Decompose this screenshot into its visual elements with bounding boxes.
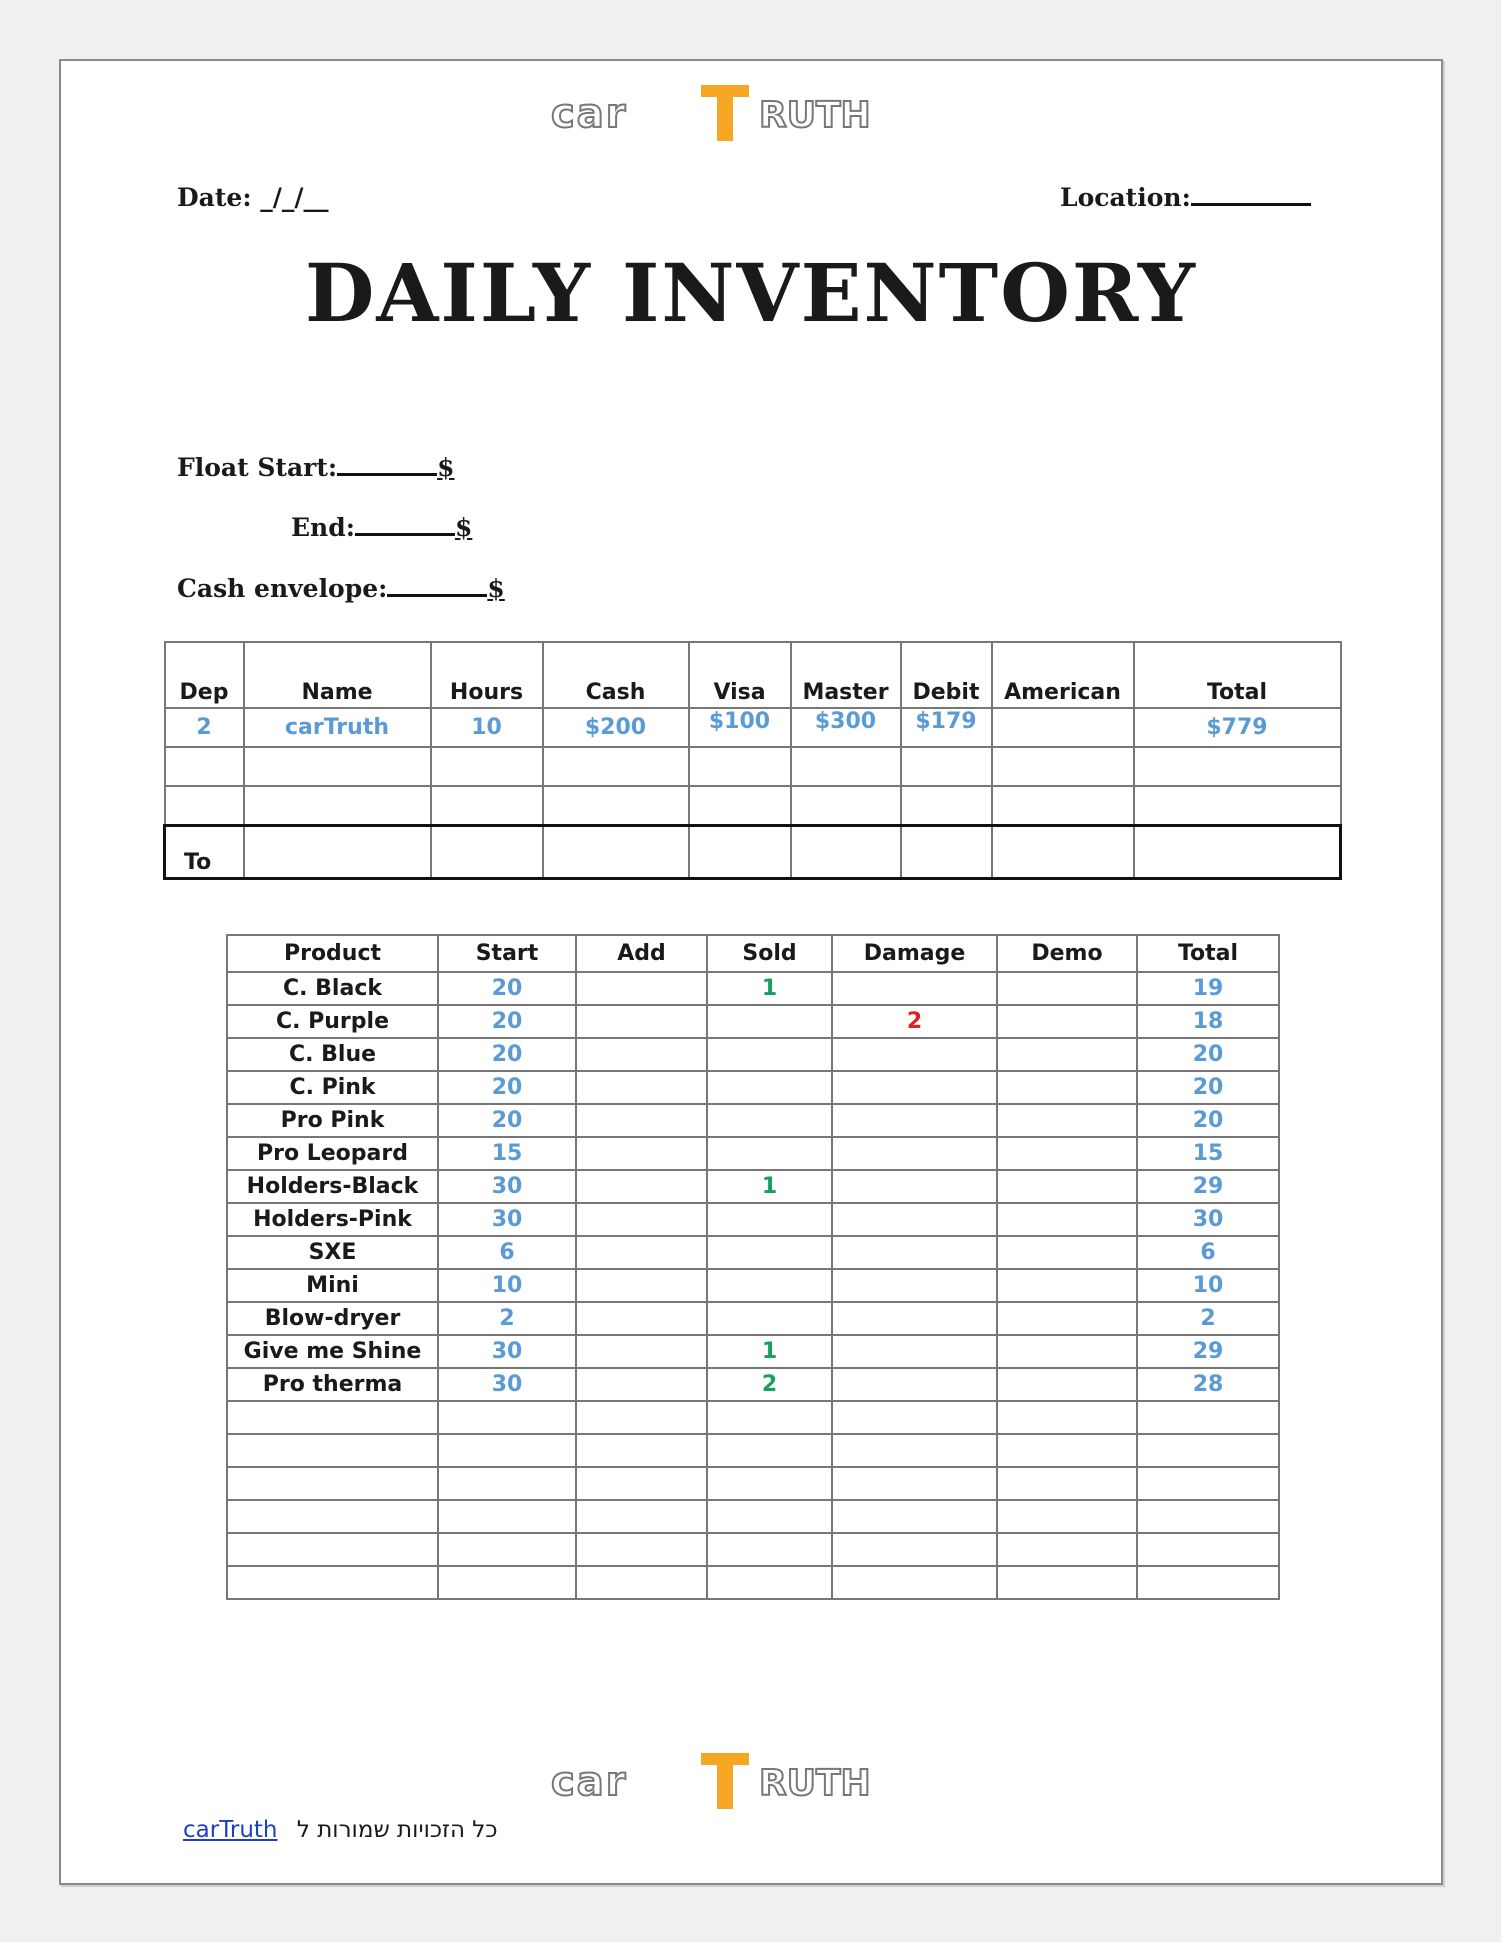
inventory-cell-total[interactable] — [1137, 1500, 1279, 1533]
inventory-cell-product[interactable]: C. Blue — [227, 1038, 438, 1071]
footer — [183, 1817, 498, 1843]
inventory-cell-demo[interactable] — [997, 1500, 1137, 1533]
inventory-cell-product[interactable] — [227, 1467, 438, 1500]
payment-cell[interactable] — [791, 747, 901, 786]
inventory-cell-total[interactable]: 18 — [1137, 1005, 1279, 1038]
inventory-cell-sold[interactable] — [707, 1500, 832, 1533]
col-hours: Hours — [431, 642, 543, 708]
inventory-cell-damage[interactable] — [832, 1071, 997, 1104]
payment-cell[interactable] — [543, 826, 689, 879]
rights-text: כל הזכויות שמורות ל — [296, 1817, 498, 1843]
inventory-row — [227, 1071, 1279, 1104]
payment-cell[interactable]: $200 — [543, 708, 689, 747]
inventory-cell-start[interactable]: 20 — [438, 1038, 576, 1071]
inventory-cell-sold[interactable] — [707, 1203, 832, 1236]
payment-cell[interactable] — [543, 786, 689, 826]
inventory-cell-damage[interactable] — [832, 1170, 997, 1203]
inventory-row — [227, 972, 1279, 1005]
payment-cell[interactable]: $779 — [1134, 708, 1341, 747]
inventory-sheet — [59, 59, 1443, 1885]
inventory-cell-damage[interactable] — [832, 1500, 997, 1533]
inventory-cell-demo[interactable] — [997, 1203, 1137, 1236]
payment-cell[interactable]: 10 — [431, 708, 543, 747]
payments-table — [163, 641, 1342, 880]
inventory-cell-demo[interactable] — [997, 1269, 1137, 1302]
inventory-row — [227, 1467, 1279, 1500]
inventory-cell-sold[interactable]: 2 — [707, 1368, 832, 1401]
inventory-cell-damage[interactable] — [832, 1434, 997, 1467]
inventory-cell-total[interactable]: 15 — [1137, 1137, 1279, 1170]
payment-cell[interactable] — [431, 747, 543, 786]
inventory-cell-damage[interactable]: 2 — [832, 1005, 997, 1038]
inventory-cell-product[interactable]: Mini — [227, 1269, 438, 1302]
payment-cell[interactable] — [901, 826, 992, 879]
inventory-cell-sold[interactable]: 1 — [707, 972, 832, 1005]
inventory-cell-start[interactable]: 2 — [438, 1302, 576, 1335]
col-dep: Dep — [165, 642, 244, 708]
inventory-cell-start[interactable]: 15 — [438, 1137, 576, 1170]
inventory-cell-product[interactable]: Holders-Black — [227, 1170, 438, 1203]
inventory-cell-sold[interactable] — [707, 1566, 832, 1599]
inventory-cell-sold[interactable] — [707, 1269, 832, 1302]
payment-cell[interactable] — [1134, 747, 1341, 786]
inventory-cell-demo[interactable] — [997, 1302, 1137, 1335]
inventory-cell-start[interactable] — [438, 1533, 576, 1566]
inventory-cell-add[interactable] — [576, 1500, 707, 1533]
payment-cell[interactable] — [1134, 826, 1341, 879]
col-damage: Damage — [832, 935, 997, 972]
inventory-cell-sold[interactable] — [707, 1434, 832, 1467]
payments-row — [165, 708, 1341, 747]
payment-cell[interactable] — [992, 786, 1134, 826]
float-start-field[interactable] — [177, 453, 455, 482]
inventory-cell-sold[interactable]: 1 — [707, 1170, 832, 1203]
inventory-cell-add[interactable] — [576, 1533, 707, 1566]
inventory-cell-damage[interactable] — [832, 1269, 997, 1302]
cartruth-logo-footer — [551, 1749, 951, 1813]
payment-cell[interactable] — [431, 826, 543, 879]
inventory-cell-start[interactable] — [438, 1434, 576, 1467]
inventory-row — [227, 1203, 1279, 1236]
inventory-cell-start[interactable]: 10 — [438, 1269, 576, 1302]
payment-cell[interactable] — [165, 786, 244, 826]
payment-cell[interactable]: $100 — [689, 708, 791, 747]
inventory-cell-product[interactable] — [227, 1500, 438, 1533]
inventory-cell-damage[interactable] — [832, 1104, 997, 1137]
inventory-cell-demo[interactable] — [997, 1071, 1137, 1104]
payment-cell[interactable] — [431, 786, 543, 826]
col-american: American — [992, 642, 1134, 708]
inventory-cell-damage[interactable] — [832, 972, 997, 1005]
inventory-cell-start[interactable]: 30 — [438, 1203, 576, 1236]
inventory-cell-start[interactable]: 30 — [438, 1170, 576, 1203]
inventory-cell-demo[interactable] — [997, 1104, 1137, 1137]
inventory-cell-product[interactable]: Blow-dryer — [227, 1302, 438, 1335]
inventory-row — [227, 1269, 1279, 1302]
payment-cell[interactable] — [165, 747, 244, 786]
col-visa: Visa — [689, 642, 791, 708]
float-end-field[interactable] — [291, 513, 472, 542]
location-label: Location: — [1060, 183, 1191, 212]
inventory-cell-demo[interactable] — [997, 1368, 1137, 1401]
inventory-cell-damage[interactable] — [832, 1401, 997, 1434]
inventory-cell-demo[interactable] — [997, 1335, 1137, 1368]
inventory-cell-demo[interactable] — [997, 1236, 1137, 1269]
inventory-cell-add[interactable] — [576, 1302, 707, 1335]
inventory-cell-add[interactable] — [576, 1236, 707, 1269]
inventory-cell-total[interactable]: 19 — [1137, 972, 1279, 1005]
inventory-cell-damage[interactable] — [832, 1137, 997, 1170]
inventory-cell-add[interactable] — [576, 1170, 707, 1203]
payment-cell[interactable]: 2 — [165, 708, 244, 747]
payment-cell[interactable] — [901, 747, 992, 786]
inventory-cell-add[interactable] — [576, 1335, 707, 1368]
payment-cell[interactable]: $300 — [791, 708, 901, 747]
inventory-cell-add[interactable] — [576, 1269, 707, 1302]
total-row-label: To — [165, 826, 244, 879]
inventory-cell-add[interactable] — [576, 972, 707, 1005]
inventory-cell-add[interactable] — [576, 1104, 707, 1137]
inventory-cell-product[interactable]: Holders-Pink — [227, 1203, 438, 1236]
inventory-cell-demo[interactable] — [997, 1533, 1137, 1566]
inventory-cell-demo[interactable] — [997, 1434, 1137, 1467]
date-field[interactable] — [177, 183, 329, 212]
svg-text:RUTH: RUTH — [759, 95, 871, 136]
col-start: Start — [438, 935, 576, 972]
payment-cell[interactable] — [791, 826, 901, 879]
inventory-cell-total[interactable]: 29 — [1137, 1335, 1279, 1368]
inventory-row — [227, 1302, 1279, 1335]
inventory-cell-start[interactable] — [438, 1500, 576, 1533]
inventory-cell-total[interactable]: 20 — [1137, 1038, 1279, 1071]
inventory-cell-sold[interactable] — [707, 1236, 832, 1269]
inventory-cell-damage[interactable] — [832, 1236, 997, 1269]
inventory-cell-add[interactable] — [576, 1137, 707, 1170]
payment-cell[interactable] — [1134, 786, 1341, 826]
inventory-cell-demo[interactable] — [997, 1566, 1137, 1599]
inventory-cell-total[interactable]: 10 — [1137, 1269, 1279, 1302]
inventory-cell-product[interactable] — [227, 1434, 438, 1467]
payment-cell[interactable] — [689, 786, 791, 826]
inventory-cell-total[interactable] — [1137, 1401, 1279, 1434]
inventory-cell-start[interactable] — [438, 1401, 576, 1434]
payment-cell[interactable] — [901, 786, 992, 826]
inventory-row — [227, 1500, 1279, 1533]
inventory-cell-add[interactable] — [576, 1434, 707, 1467]
inventory-cell-add[interactable] — [576, 1038, 707, 1071]
cash-envelope-blank — [387, 594, 487, 597]
inventory-cell-start[interactable]: 6 — [438, 1236, 576, 1269]
inventory-cell-product[interactable]: C. Pink — [227, 1071, 438, 1104]
float-end-label: End: — [291, 513, 355, 542]
inventory-table — [226, 934, 1280, 1600]
inventory-cell-product[interactable]: Pro Leopard — [227, 1137, 438, 1170]
inventory-row — [227, 1137, 1279, 1170]
inventory-cell-product[interactable]: Pro therma — [227, 1368, 438, 1401]
inventory-cell-demo[interactable] — [997, 1038, 1137, 1071]
col-product: Product — [227, 935, 438, 972]
inventory-cell-sold[interactable] — [707, 1071, 832, 1104]
inventory-cell-sold[interactable] — [707, 1038, 832, 1071]
inventory-cell-demo[interactable] — [997, 1467, 1137, 1500]
col-demo: Demo — [997, 935, 1137, 972]
col-name: Name — [244, 642, 431, 708]
inventory-cell-product[interactable] — [227, 1566, 438, 1599]
col-sold: Sold — [707, 935, 832, 972]
cartruth-link[interactable]: carTruth — [183, 1817, 278, 1843]
inventory-cell-start[interactable]: 30 — [438, 1335, 576, 1368]
inventory-cell-damage[interactable] — [832, 1038, 997, 1071]
dollar-sign: $ — [454, 513, 473, 542]
col-master: Master — [791, 642, 901, 708]
inventory-row — [227, 1104, 1279, 1137]
inventory-cell-total[interactable]: 28 — [1137, 1368, 1279, 1401]
payment-cell[interactable]: $179 — [901, 708, 992, 747]
payment-cell[interactable] — [244, 786, 431, 826]
payment-cell[interactable] — [992, 708, 1134, 747]
inventory-cell-product[interactable] — [227, 1533, 438, 1566]
payments-row — [165, 786, 1341, 826]
inventory-cell-total[interactable]: 29 — [1137, 1170, 1279, 1203]
inventory-cell-damage[interactable] — [832, 1566, 997, 1599]
float-start-blank — [337, 473, 437, 476]
payments-total-row — [165, 826, 1341, 879]
inventory-cell-total[interactable]: 6 — [1137, 1236, 1279, 1269]
payment-cell[interactable] — [244, 747, 431, 786]
inventory-cell-sold[interactable]: 1 — [707, 1335, 832, 1368]
inventory-row — [227, 1236, 1279, 1269]
date-label: Date: _/_/__ — [177, 183, 329, 212]
svg-text:RUTH: RUTH — [759, 1763, 871, 1804]
payment-cell[interactable] — [689, 826, 791, 879]
inventory-cell-total[interactable] — [1137, 1533, 1279, 1566]
inventory-cell-sold[interactable] — [707, 1467, 832, 1500]
inventory-row — [227, 1005, 1279, 1038]
inventory-cell-sold[interactable] — [707, 1104, 832, 1137]
inventory-cell-demo[interactable] — [997, 1137, 1137, 1170]
inventory-cell-damage[interactable] — [832, 1203, 997, 1236]
inventory-cell-add[interactable] — [576, 1071, 707, 1104]
inventory-cell-start[interactable] — [438, 1467, 576, 1500]
inventory-cell-sold[interactable] — [707, 1533, 832, 1566]
inventory-cell-product[interactable] — [227, 1401, 438, 1434]
inventory-header-row — [227, 935, 1279, 972]
inventory-cell-start[interactable]: 30 — [438, 1368, 576, 1401]
inventory-row — [227, 1335, 1279, 1368]
payment-cell[interactable]: carTruth — [244, 708, 431, 747]
inventory-cell-sold[interactable] — [707, 1137, 832, 1170]
inventory-cell-add[interactable] — [576, 1005, 707, 1038]
inventory-cell-add[interactable] — [576, 1401, 707, 1434]
inventory-cell-damage[interactable] — [832, 1302, 997, 1335]
inventory-cell-damage[interactable] — [832, 1533, 997, 1566]
inventory-cell-add[interactable] — [576, 1566, 707, 1599]
inventory-cell-start[interactable] — [438, 1566, 576, 1599]
location-field[interactable] — [1060, 183, 1311, 212]
location-blank — [1191, 203, 1311, 206]
inventory-cell-total[interactable]: 20 — [1137, 1104, 1279, 1137]
inventory-cell-demo[interactable] — [997, 1401, 1137, 1434]
payment-cell[interactable] — [689, 747, 791, 786]
inventory-cell-demo[interactable] — [997, 1005, 1137, 1038]
inventory-cell-sold[interactable] — [707, 1401, 832, 1434]
inventory-cell-product[interactable]: C. Black — [227, 972, 438, 1005]
inventory-cell-damage[interactable] — [832, 1368, 997, 1401]
col-total: Total — [1134, 642, 1341, 708]
inventory-cell-start[interactable]: 20 — [438, 1005, 576, 1038]
dollar-sign: $ — [487, 574, 505, 603]
dollar-sign: $ — [437, 453, 455, 482]
col-debit: Debit — [901, 642, 992, 708]
inventory-row — [227, 1434, 1279, 1467]
cash-envelope-label: Cash envelope: — [177, 574, 388, 603]
col-cash: Cash — [543, 642, 689, 708]
inventory-row — [227, 1038, 1279, 1071]
inventory-cell-add[interactable] — [576, 1203, 707, 1236]
inventory-cell-demo[interactable] — [997, 972, 1137, 1005]
inventory-cell-total[interactable] — [1137, 1566, 1279, 1599]
inventory-cell-total[interactable] — [1137, 1434, 1279, 1467]
payments-row — [165, 747, 1341, 786]
inventory-cell-total[interactable]: 2 — [1137, 1302, 1279, 1335]
inventory-cell-product[interactable]: SXE — [227, 1236, 438, 1269]
svg-text:car: car — [551, 91, 628, 137]
inventory-cell-add[interactable] — [576, 1368, 707, 1401]
payment-cell[interactable] — [992, 747, 1134, 786]
inventory-cell-total[interactable]: 30 — [1137, 1203, 1279, 1236]
page-title: DAILY INVENTORY — [304, 246, 1198, 340]
payments-header-row — [165, 642, 1341, 708]
inventory-row — [227, 1566, 1279, 1599]
inventory-cell-damage[interactable] — [832, 1467, 997, 1500]
inventory-row — [227, 1368, 1279, 1401]
inventory-cell-start[interactable]: 20 — [438, 1104, 576, 1137]
float-end-blank — [355, 533, 455, 536]
inventory-cell-add[interactable] — [576, 1467, 707, 1500]
inventory-cell-product[interactable]: Give me Shine — [227, 1335, 438, 1368]
inventory-cell-damage[interactable] — [832, 1335, 997, 1368]
payment-cell[interactable] — [543, 747, 689, 786]
inventory-cell-total[interactable]: 20 — [1137, 1071, 1279, 1104]
inventory-cell-start[interactable]: 20 — [438, 972, 576, 1005]
inventory-row — [227, 1533, 1279, 1566]
payment-cell[interactable] — [992, 826, 1134, 879]
inventory-cell-total[interactable] — [1137, 1467, 1279, 1500]
inventory-cell-sold[interactable] — [707, 1302, 832, 1335]
cash-envelope-field[interactable] — [177, 574, 505, 603]
inventory-row — [227, 1170, 1279, 1203]
payment-cell[interactable] — [791, 786, 901, 826]
inventory-row — [227, 1401, 1279, 1434]
payment-cell[interactable] — [244, 826, 431, 879]
cartruth-logo — [551, 81, 951, 145]
inventory-cell-start[interactable]: 20 — [438, 1071, 576, 1104]
col-add: Add — [576, 935, 707, 972]
inventory-cell-sold[interactable] — [707, 1005, 832, 1038]
inventory-cell-product[interactable]: C. Purple — [227, 1005, 438, 1038]
float-start-label: Float Start: — [177, 453, 338, 482]
inventory-cell-product[interactable]: Pro Pink — [227, 1104, 438, 1137]
inventory-cell-demo[interactable] — [997, 1170, 1137, 1203]
col-total: Total — [1137, 935, 1279, 972]
svg-text:car: car — [551, 1759, 628, 1805]
